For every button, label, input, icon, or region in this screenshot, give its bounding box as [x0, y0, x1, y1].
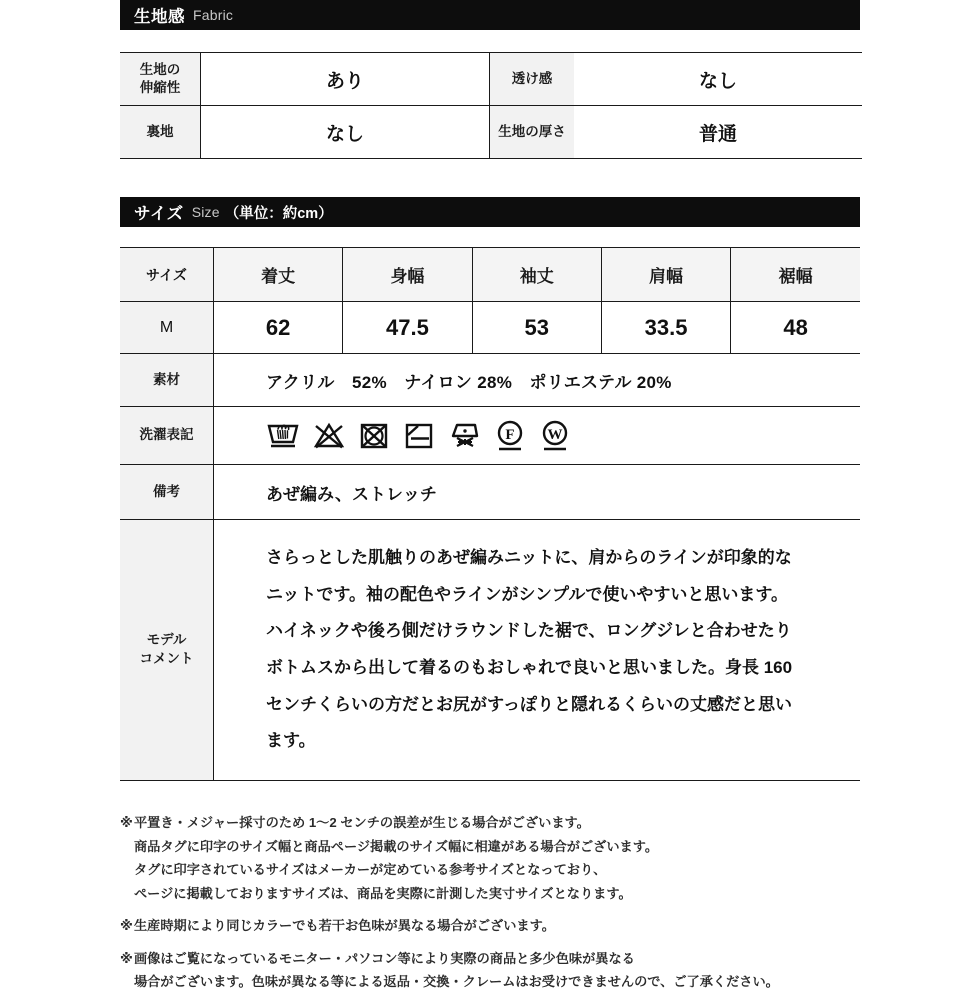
- footnote-line: 画像はご覧になっているモニター・パソコン等により実際の商品と多少色味が異なる: [134, 950, 635, 966]
- model-comment-line: ます。: [266, 731, 316, 751]
- note-value: あぜ編み、ストレッチ: [214, 465, 861, 520]
- footnote-line: 生産時期により同じカラーでも若干お色味が異なる場合がございます。: [134, 918, 555, 933]
- footnote-line: 平置き・メジャー採寸のため 1〜2 センチの誤差が生じる場合がございます。: [134, 815, 590, 830]
- footnote-item: [120, 811, 860, 905]
- fabric-thickness-value: 普通: [574, 106, 862, 159]
- footnote-line: ページに掲載しておりますサイズは、商品を実際に計測した実寸サイズとなります。: [134, 885, 632, 901]
- footnote-mark-icon: ※: [120, 918, 133, 933]
- size-section-title-en: Size: [191, 204, 220, 220]
- iron-low-no-steam-icon: [448, 418, 481, 454]
- footnote-line: タグに印字されているサイズはメーカーが定めている参考サイズとなっており、: [134, 862, 607, 877]
- size-value-sleeve: 53: [472, 302, 601, 354]
- fabric-stretch-value: あり: [201, 53, 490, 106]
- material-label: 素材: [120, 354, 214, 407]
- do-not-tumble-dry-icon: [358, 420, 390, 452]
- fabric-lining-label: 裏地: [120, 106, 201, 159]
- size-value-chest: 47.5: [343, 302, 472, 354]
- footnote-lines: [134, 811, 860, 905]
- dry-clean-f-mild-icon: [494, 419, 526, 453]
- fabric-section-title-en: Fabric: [193, 7, 234, 23]
- footnote-line: 商品タグに印字のサイズ幅と商品ページ掲載のサイズ幅に相違がある場合がございます。: [134, 838, 659, 854]
- size-column-header: サイズ: [120, 248, 214, 302]
- fabric-section-title-jp: 生地感: [134, 8, 185, 26]
- table-row: [120, 53, 862, 106]
- footnote-mark-icon: ※: [120, 815, 133, 830]
- care-symbol-list: [266, 418, 860, 454]
- detail-table: [120, 354, 860, 781]
- care-label: 洗濯表記: [120, 407, 214, 465]
- footnote-line: 場合がございます。色味が異なる等による返品・交換・クレームはお受けできませんので、ご了承ください。: [134, 974, 779, 989]
- svg-text:F: F: [505, 426, 515, 443]
- table-row: [120, 106, 862, 159]
- model-comment-line: さらっとした肌触りのあぜ編みニットに、肩からのラインが印象的な: [266, 548, 792, 568]
- fabric-stretch-label: 生地の 伸縮性: [120, 53, 201, 106]
- fabric-sheerness-value: なし: [574, 53, 862, 106]
- material-value: [214, 354, 861, 407]
- size-header-chest: 身幅: [343, 248, 472, 302]
- fabric-lining-value: なし: [201, 106, 490, 159]
- footnote-lines: [134, 914, 860, 938]
- size-table: [120, 247, 860, 354]
- model-comment-line: ハイネックや後ろ側だけラウンドした裾で、ロングジレと合わせたり: [266, 621, 792, 641]
- footnote-lines: [134, 947, 860, 994]
- model-comment-line: ボトムスから出して着るのもおしゃれで良いと思いました。身長 160: [266, 658, 793, 677]
- table-row: [120, 354, 860, 407]
- content-container: [120, 0, 860, 1003]
- material-composition-text: アクリル 52% ナイロン 28% ポリエステル 20%: [266, 372, 672, 392]
- model-comment-line: ニットです。袖の配色やラインがシンプルで使いやすいと思います。: [266, 584, 788, 604]
- table-row: [120, 520, 860, 781]
- size-value-hem: 48: [731, 302, 860, 354]
- fabric-sheerness-label: 透け感: [490, 53, 575, 106]
- size-value-shoulder: 33.5: [601, 302, 730, 354]
- size-value-name: M: [120, 302, 214, 354]
- fabric-section-header: [120, 0, 860, 30]
- model-comment-label: モデル コメント: [120, 520, 214, 781]
- wet-clean-w-mild-icon: [539, 419, 571, 453]
- size-header-length: 着丈: [214, 248, 343, 302]
- footnote-item: [120, 947, 860, 994]
- footnote-mark-icon: ※: [120, 950, 133, 966]
- table-header-row: [120, 248, 860, 302]
- flat-dry-in-shade-icon: [403, 420, 435, 452]
- size-header-shoulder: 肩幅: [601, 248, 730, 302]
- fabric-table: [120, 52, 862, 159]
- do-not-bleach-icon: [313, 420, 345, 452]
- table-row: [120, 302, 860, 354]
- hand-wash-icon: [266, 420, 300, 452]
- svg-text:W: W: [547, 426, 563, 443]
- note-label: 備考: [120, 465, 214, 520]
- size-section-header: [120, 197, 860, 227]
- size-value-length: 62: [214, 302, 343, 354]
- footnotes: [120, 811, 860, 994]
- table-row: [120, 407, 860, 465]
- size-section-title-jp: サイズ: [134, 205, 184, 223]
- size-section-unit: （単位：約cm）: [224, 205, 333, 222]
- care-symbols-cell: [214, 407, 861, 465]
- footnote-item: [120, 914, 860, 938]
- model-comment-value: [214, 520, 861, 781]
- size-header-sleeve: 袖丈: [472, 248, 601, 302]
- size-header-hem: 裾幅: [731, 248, 860, 302]
- fabric-thickness-label: 生地の厚さ: [490, 106, 575, 159]
- table-row: [120, 465, 860, 520]
- model-comment-line: センチくらいの方だとお尻がすっぽりと隠れるくらいの丈感だと思い: [266, 694, 792, 714]
